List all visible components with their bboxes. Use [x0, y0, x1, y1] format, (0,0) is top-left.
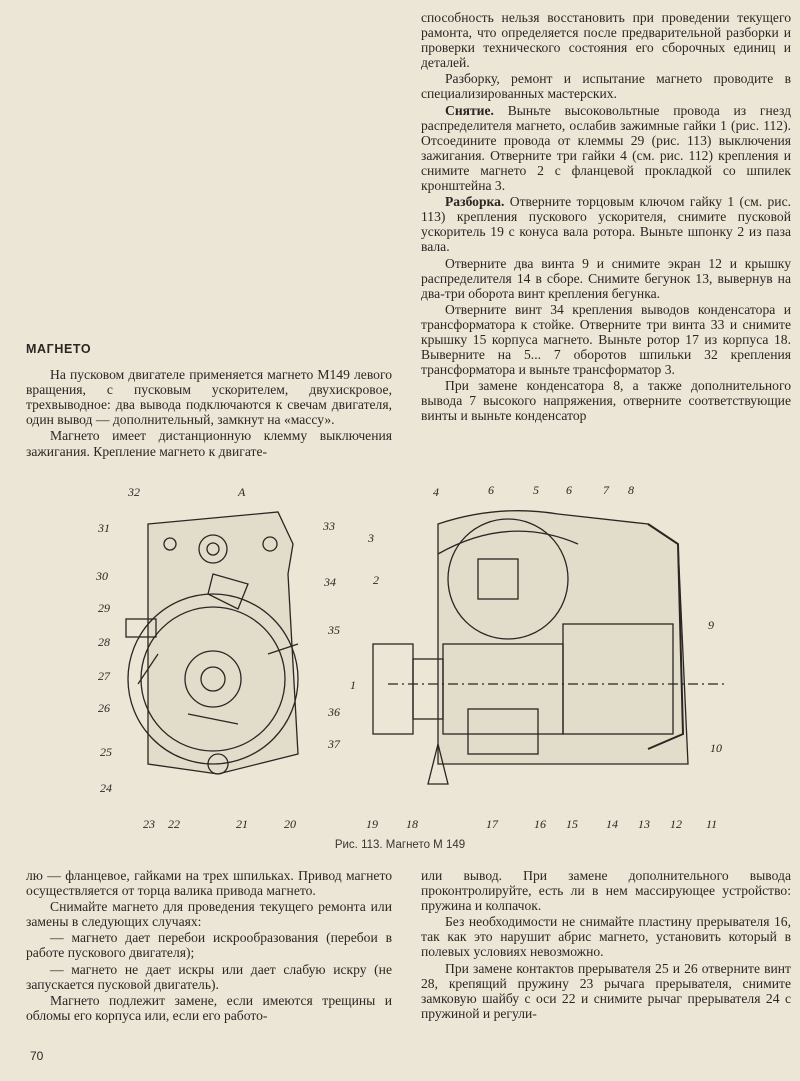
removal-label: Снятие. — [445, 102, 494, 118]
callout-label: 6 — [566, 484, 572, 497]
paragraph: или вывод. При замене дополнительного вывода проконтролируйте, есть ли в нем массирующее устройство: пружина и колпачок. — [421, 868, 791, 914]
callout-label: 26 — [98, 701, 110, 715]
paragraph: Отверните два винта 9 и снимите экран 12 и крышку распределителя 14 в сборе. Снимите бегунок 13, вывернув на два-три оборота винт крепления бегунка. — [421, 255, 791, 301]
callout-label: 6 — [488, 484, 494, 497]
callout-label: 35 — [328, 623, 340, 637]
callout-label: 25 — [100, 745, 112, 759]
callout-label: 37 — [328, 737, 340, 751]
callout-label: 31 — [98, 521, 110, 535]
paragraph: Магнето подлежит замене, если имеются трещины и обломы его корпуса или, если его работо- — [26, 992, 392, 1023]
paragraph: На пусковом двигателе применяется магнето М149 левого вращения, с пусковым ускорителем, двухискровое, трехвыводное: два вывода подключаются к свечам двигателя, один вывод — дополнительный, замкнут на «массу». — [26, 367, 392, 428]
callout-label: 16 — [534, 817, 546, 831]
callout-label: 29 — [98, 601, 110, 615]
callout-label: 21 — [236, 817, 248, 831]
disassembly-text: Отверните торцовым ключом гайку 1 (см. рис. 113) крепления пускового ускорителя, снимите пусковой ускоритель 19 с конуса вала ротора. Выньте шпонку 2 из паза вала. — [421, 194, 791, 255]
callout-label: 24 — [100, 781, 112, 795]
callout-label: 28 — [98, 635, 110, 649]
callout-label: 13 — [638, 817, 650, 831]
paragraph: Отверните винт 34 крепления выводов конденсатора и трансформатора к стойке. Отверните три винта 33 и снимите крышку 15 корпуса магнето. Выньте ротор 17 из корпуса 18. Выверните на 5... 7 оборотов шпильки 32 крепления трансформатора и выньте трансформатор 3. — [421, 301, 791, 378]
callout-label: 8 — [628, 484, 634, 497]
list-item: — магнето не дает искры или дает слабую искру (не запускается пусковой двигатель). — [26, 961, 392, 992]
callout-label: 12 — [670, 817, 682, 831]
text-column-top-left — [26, 342, 392, 460]
text-column-bottom-left — [26, 868, 392, 1024]
callout-label: 11 — [706, 817, 718, 831]
paragraph: Разборку, ремонт и испытание магнето проводите в специализированных мастерских. — [421, 71, 791, 102]
paragraph: Без необходимости не снимайте пластину прерывателя 16, так как это нарушит абрис магнето, установить который в полевых условиях невозможно. — [421, 914, 791, 960]
paragraph: Магнето имеет дистанционную клемму выключения зажигания. Крепление магнето к двигате- — [26, 428, 392, 459]
callout-label: 19 — [366, 817, 378, 831]
section-view — [373, 511, 728, 784]
paragraph: При замене конденсатора 8, а также дополнительного вывода 7 высокого напряжения, отверните соответствующие винты и выньте конденсатор — [421, 378, 791, 424]
callout-label: 14 — [606, 817, 618, 831]
paragraph: При замене контактов прерывателя 25 и 26 отверните винт 28, крепящий пружину 23 рычага прерывателя, снимите замковую шайбу с оси 22 и снимите рычаг прерывателя 24 с пружиной и регули- — [421, 960, 791, 1021]
text-column-bottom-right — [421, 868, 791, 1022]
callout-label: 7 — [603, 484, 609, 497]
callout-label: А — [238, 485, 246, 499]
callout-label: 27 — [98, 669, 110, 683]
callout-label: 33 — [323, 519, 335, 533]
list-item: — магнето дает перебои искрообразования (перебои в работе пускового двигателя); — [26, 930, 392, 961]
callout-label: 17 — [486, 817, 498, 831]
callout-label: 5 — [533, 484, 539, 497]
callout-label: 23 — [143, 817, 155, 831]
section-heading: МАГНЕТО — [26, 342, 92, 356]
front-view — [126, 512, 298, 774]
paragraph: лю — фланцевое, гайками на трех шпильках. Привод магнето осуществляется от торца валика привода магнето. — [26, 868, 392, 899]
paragraph-removal — [421, 103, 791, 194]
callout-label: 20 — [284, 817, 296, 831]
callout-label: 30 — [96, 569, 108, 583]
callout-label: 36 — [328, 705, 340, 719]
callout-label: 10 — [710, 741, 722, 755]
paragraph-disassembly — [421, 194, 791, 254]
disassembly-label: Разборка. — [445, 194, 505, 210]
callout-label: 4 — [433, 485, 439, 499]
page-number: 70 — [30, 1049, 44, 1063]
callout-label: 3 — [368, 531, 374, 545]
callout-label: 2 — [373, 573, 379, 587]
callout-label: 9 — [708, 618, 714, 632]
callout-label: 1 — [350, 678, 356, 692]
magneto-figure — [88, 484, 800, 836]
magneto-drawing — [88, 484, 800, 836]
paragraph: способность нельзя восстановить при проведении текущего рамонта, что определяется после предварительной разборки и проверки технического состояния его сборочных единиц и деталей. — [421, 10, 791, 71]
callout-label: 18 — [406, 817, 418, 831]
text-column-top-right — [421, 10, 791, 425]
figure-caption: Рис. 113. Магнето М 149 — [334, 839, 466, 851]
callout-label: 34 — [324, 575, 336, 589]
callout-label: 15 — [566, 817, 578, 831]
paragraph: Снимайте магнето для проведения текущего ремонта или замены в следующих случаях: — [26, 899, 392, 930]
callout-label: 32 — [128, 485, 140, 499]
removal-text: Выньте высоковольтные провода из гнезд распределителя магнето, ослабив зажимные гайки 1 (рис. 112). Отсоедините провода от клеммы 29 (рис. 113) выключения зажигания. Отверните три гайки 4 (см. рис. 112) крепления и снимите магнето 2 с фланцевой прокладкой со шпилек кронштейна 3. — [421, 102, 791, 194]
callout-label: 22 — [168, 817, 180, 831]
